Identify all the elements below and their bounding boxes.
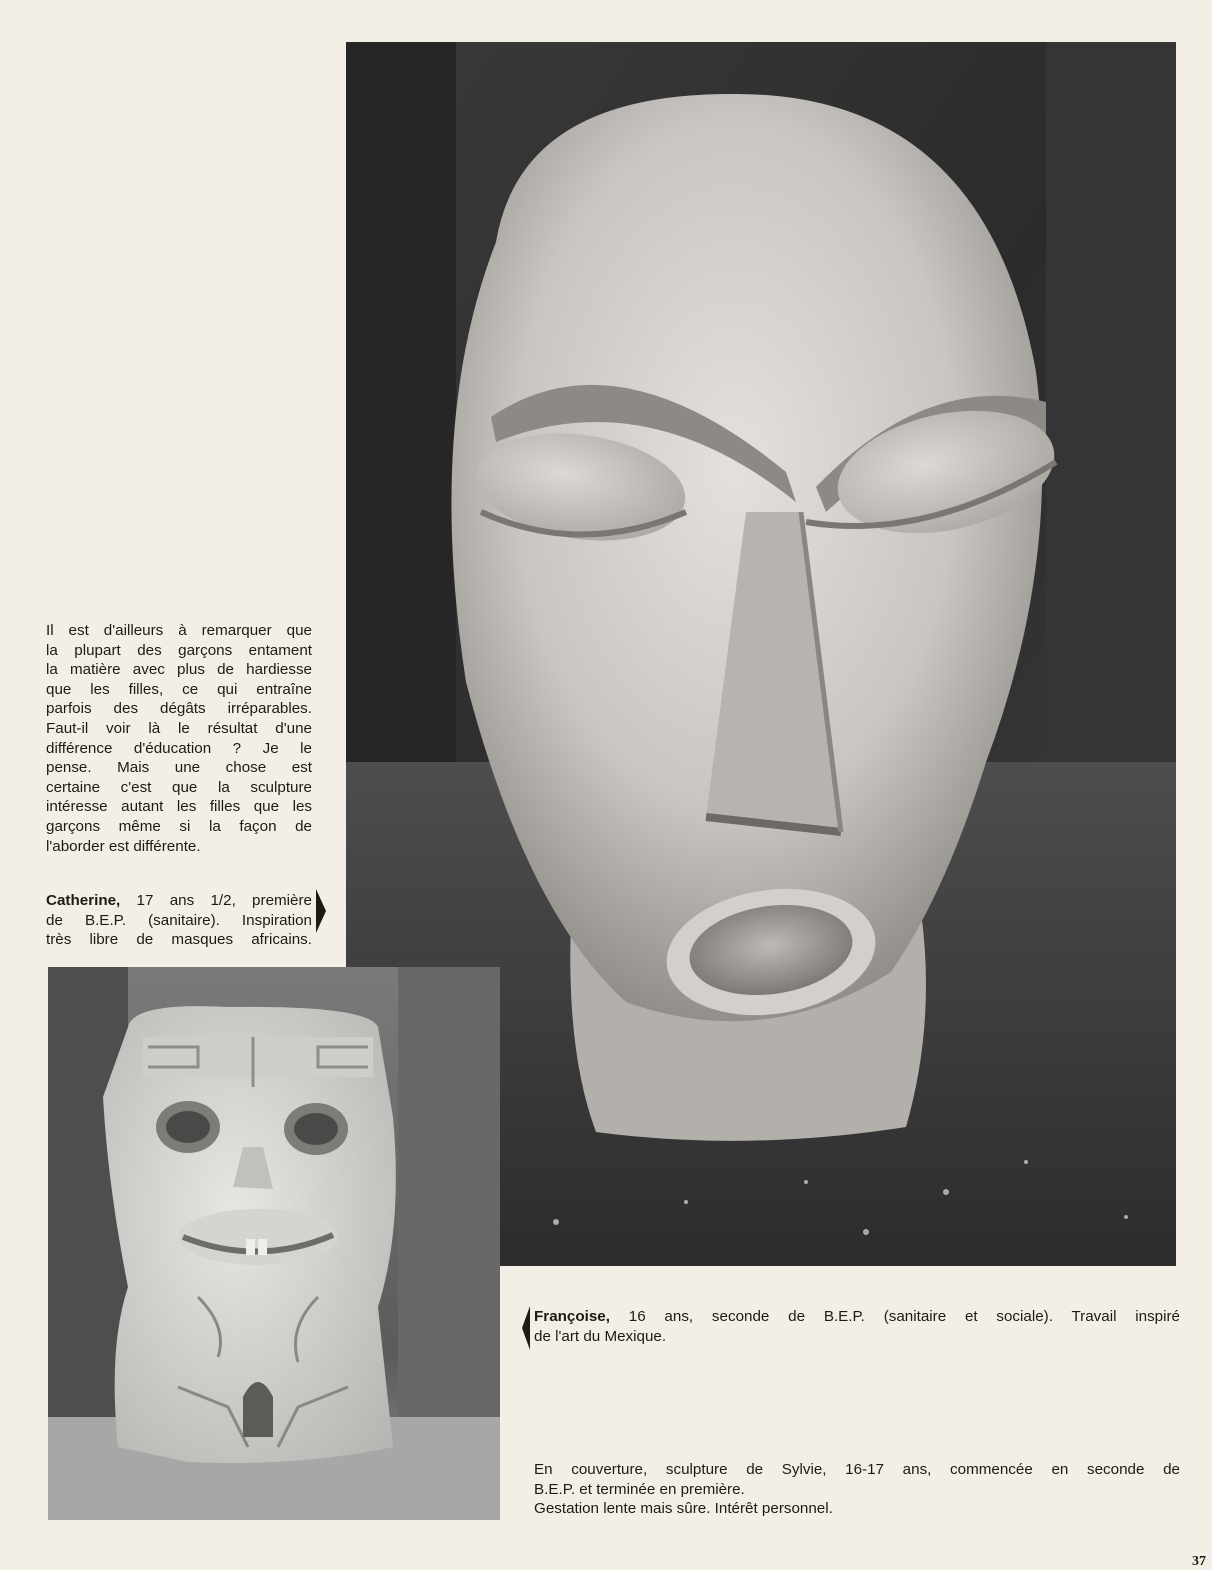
intro-line: que les filles, ce qui entraîne (46, 680, 312, 698)
caption-catherine-line2: de B.E.P. (sanitaire). Inspiration (46, 911, 312, 929)
caption-catherine-line1 (46, 891, 312, 911)
cover-note-line2: B.E.P. et terminée en première. (534, 1480, 745, 1498)
intro-line: différence d'éducation ? Je le (46, 739, 312, 757)
caption-francoise-line1-rest: 16 ans, seconde de B.E.P. (sanitaire et sociale). Travail inspiré (609, 1308, 1180, 1325)
intro-line: pense. Mais une chose est (46, 759, 312, 777)
caption-pointer-right-icon (316, 889, 326, 933)
intro-paragraph (46, 621, 312, 856)
intro-line: la plupart des garçons entament (46, 641, 312, 659)
cover-note-line3: Gestation lente mais sûre. Intérêt personnel. (534, 1500, 833, 1518)
intro-line: l'aborder est différente. (46, 837, 201, 855)
page-number: 37 (1192, 1554, 1206, 1569)
caption-catherine-line1-rest: 17 ans 1/2, première (120, 892, 312, 909)
intro-line: la matière avec plus de hardiesse (46, 661, 312, 679)
intro-line: intéresse autant les filles que les (46, 798, 312, 816)
intro-line: Faut-il voir là le résultat d'une (46, 719, 312, 737)
caption-catherine (46, 891, 312, 950)
intro-line: Il est d'ailleurs à remarquer que (46, 622, 312, 639)
caption-catherine-name: Catherine, (46, 892, 121, 909)
cover-note (534, 1460, 1180, 1519)
cover-note-line1: En couverture, sculpture de Sylvie, 16-17 ans, commencée en seconde de (534, 1461, 1180, 1478)
caption-pointer-left-icon (522, 1306, 530, 1350)
intro-line: garçons même si la façon de (46, 817, 312, 835)
caption-catherine-line3: très libre de masques africains. (46, 931, 312, 949)
caption-francoise-line1 (534, 1307, 1180, 1327)
caption-francoise (534, 1307, 1180, 1346)
intro-line: certaine c'est que la sculpture (46, 778, 312, 796)
mexican-statue-photo (48, 967, 500, 1520)
caption-francoise-name: Françoise, (534, 1308, 610, 1325)
caption-francoise-line2: de l'art du Mexique. (534, 1327, 667, 1345)
intro-line: parfois des dégâts irréparables. (46, 700, 312, 718)
